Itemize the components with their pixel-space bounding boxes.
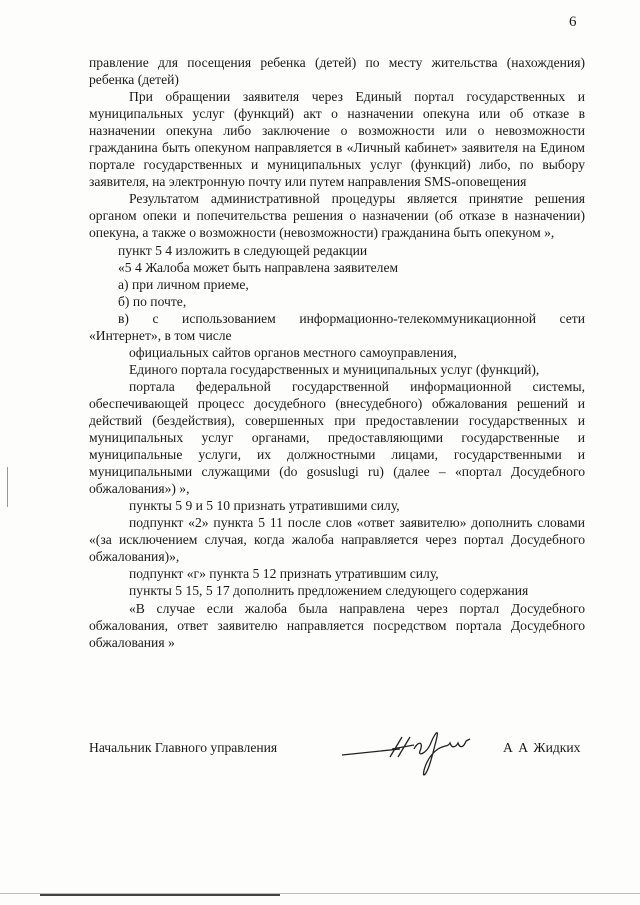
document-body bbox=[89, 54, 585, 651]
signatory-name: А А Жидких bbox=[503, 740, 581, 755]
scan-margin-mark bbox=[7, 467, 8, 507]
paragraph-portal-act: При обращении заявителя через Единый портал государственных и муниципальных услуг (функций) акт о назначении опекуна или об отказе в назначении опекуна либо заключение о возможности или о невозможности гражданина быть опекуном направляется в «Личный кабинет» заявителя на Едином портале государственных и муниципальных услуг (функций) либо, по выбору заявителя, на электронную почту или путем направления SMS-оповещения bbox=[89, 89, 585, 190]
list-item-v: в) с использованием информационно-телекоммуникационной сети bbox=[118, 310, 585, 326]
signature-block bbox=[0, 727, 640, 777]
paragraph-appeal-answer: «В случае если жалоба была направлена через портал Досудебного обжалования, ответ заявителю направляется посредством портала Досудебного обжалования » bbox=[89, 600, 585, 650]
paragraph-continuation: правление для посещения ребенка (детей) по месту жительства (нахождения) ребенка (детей) bbox=[89, 55, 585, 88]
paragraph-points-5-9-5-10: пункты 5 9 и 5 10 признать утратившими силу, bbox=[129, 498, 400, 514]
paragraph-complaint: «5 4 Жалоба может быть направлена заявителем bbox=[118, 259, 399, 275]
list-item-b: б) по почте, bbox=[118, 293, 187, 309]
list-item-v-continued: «Интернет», в том числе bbox=[89, 327, 232, 343]
paragraph-subpoint-2: подпункт «2» пункта 5 11 после слов «ответ заявителю» дополнить словами «(за исключением случая, когда жалоба направляется через портал Досудебного обжалования)», bbox=[89, 515, 585, 565]
paragraph-points-5-15-5-17: пункты 5 15, 5 17 дополнить предложением следующего содержания bbox=[129, 583, 529, 599]
list-item-federal-portal: портала федеральной государственной информационной системы, обеспечивающей процесс досудебного (внесудебного) обжалования решений и действий (бездействия), совершенных при предоставлении государственных и муниципальных услуг органами, предоставляющими государственные и муниципальные услуги, их должностными лицами, государственными и муниципальными служащими (do gosuslugi ru) (далее – «портал Досудебного обжалования») », bbox=[89, 378, 585, 497]
list-item-single-portal: Единого портала государственных и муниципальных услуг (функций), bbox=[129, 361, 540, 377]
list-item-official-sites: официальных сайтов органов местного самоуправления, bbox=[129, 344, 457, 360]
handwritten-signature bbox=[340, 727, 500, 777]
page-number: 6 bbox=[569, 14, 577, 30]
signatory-title: Начальник Главного управления bbox=[89, 740, 278, 755]
scan-bottom-edge-dark bbox=[40, 894, 280, 896]
paragraph-point-5-4: пункт 5 4 изложить в следующей редакции bbox=[118, 242, 368, 258]
paragraph-result: Результатом административной процедуры является принятие решения органом опеки и попечительства решения о назначении (об отказе в назначении) опекуна, а также о возможности (невозможности) гражданина быть опекуном », bbox=[89, 191, 585, 241]
list-item-a: а) при личном приеме, bbox=[118, 276, 249, 292]
paragraph-subpoint-g: подпункт «г» пункта 5 12 признать утратившим силу, bbox=[129, 566, 439, 582]
